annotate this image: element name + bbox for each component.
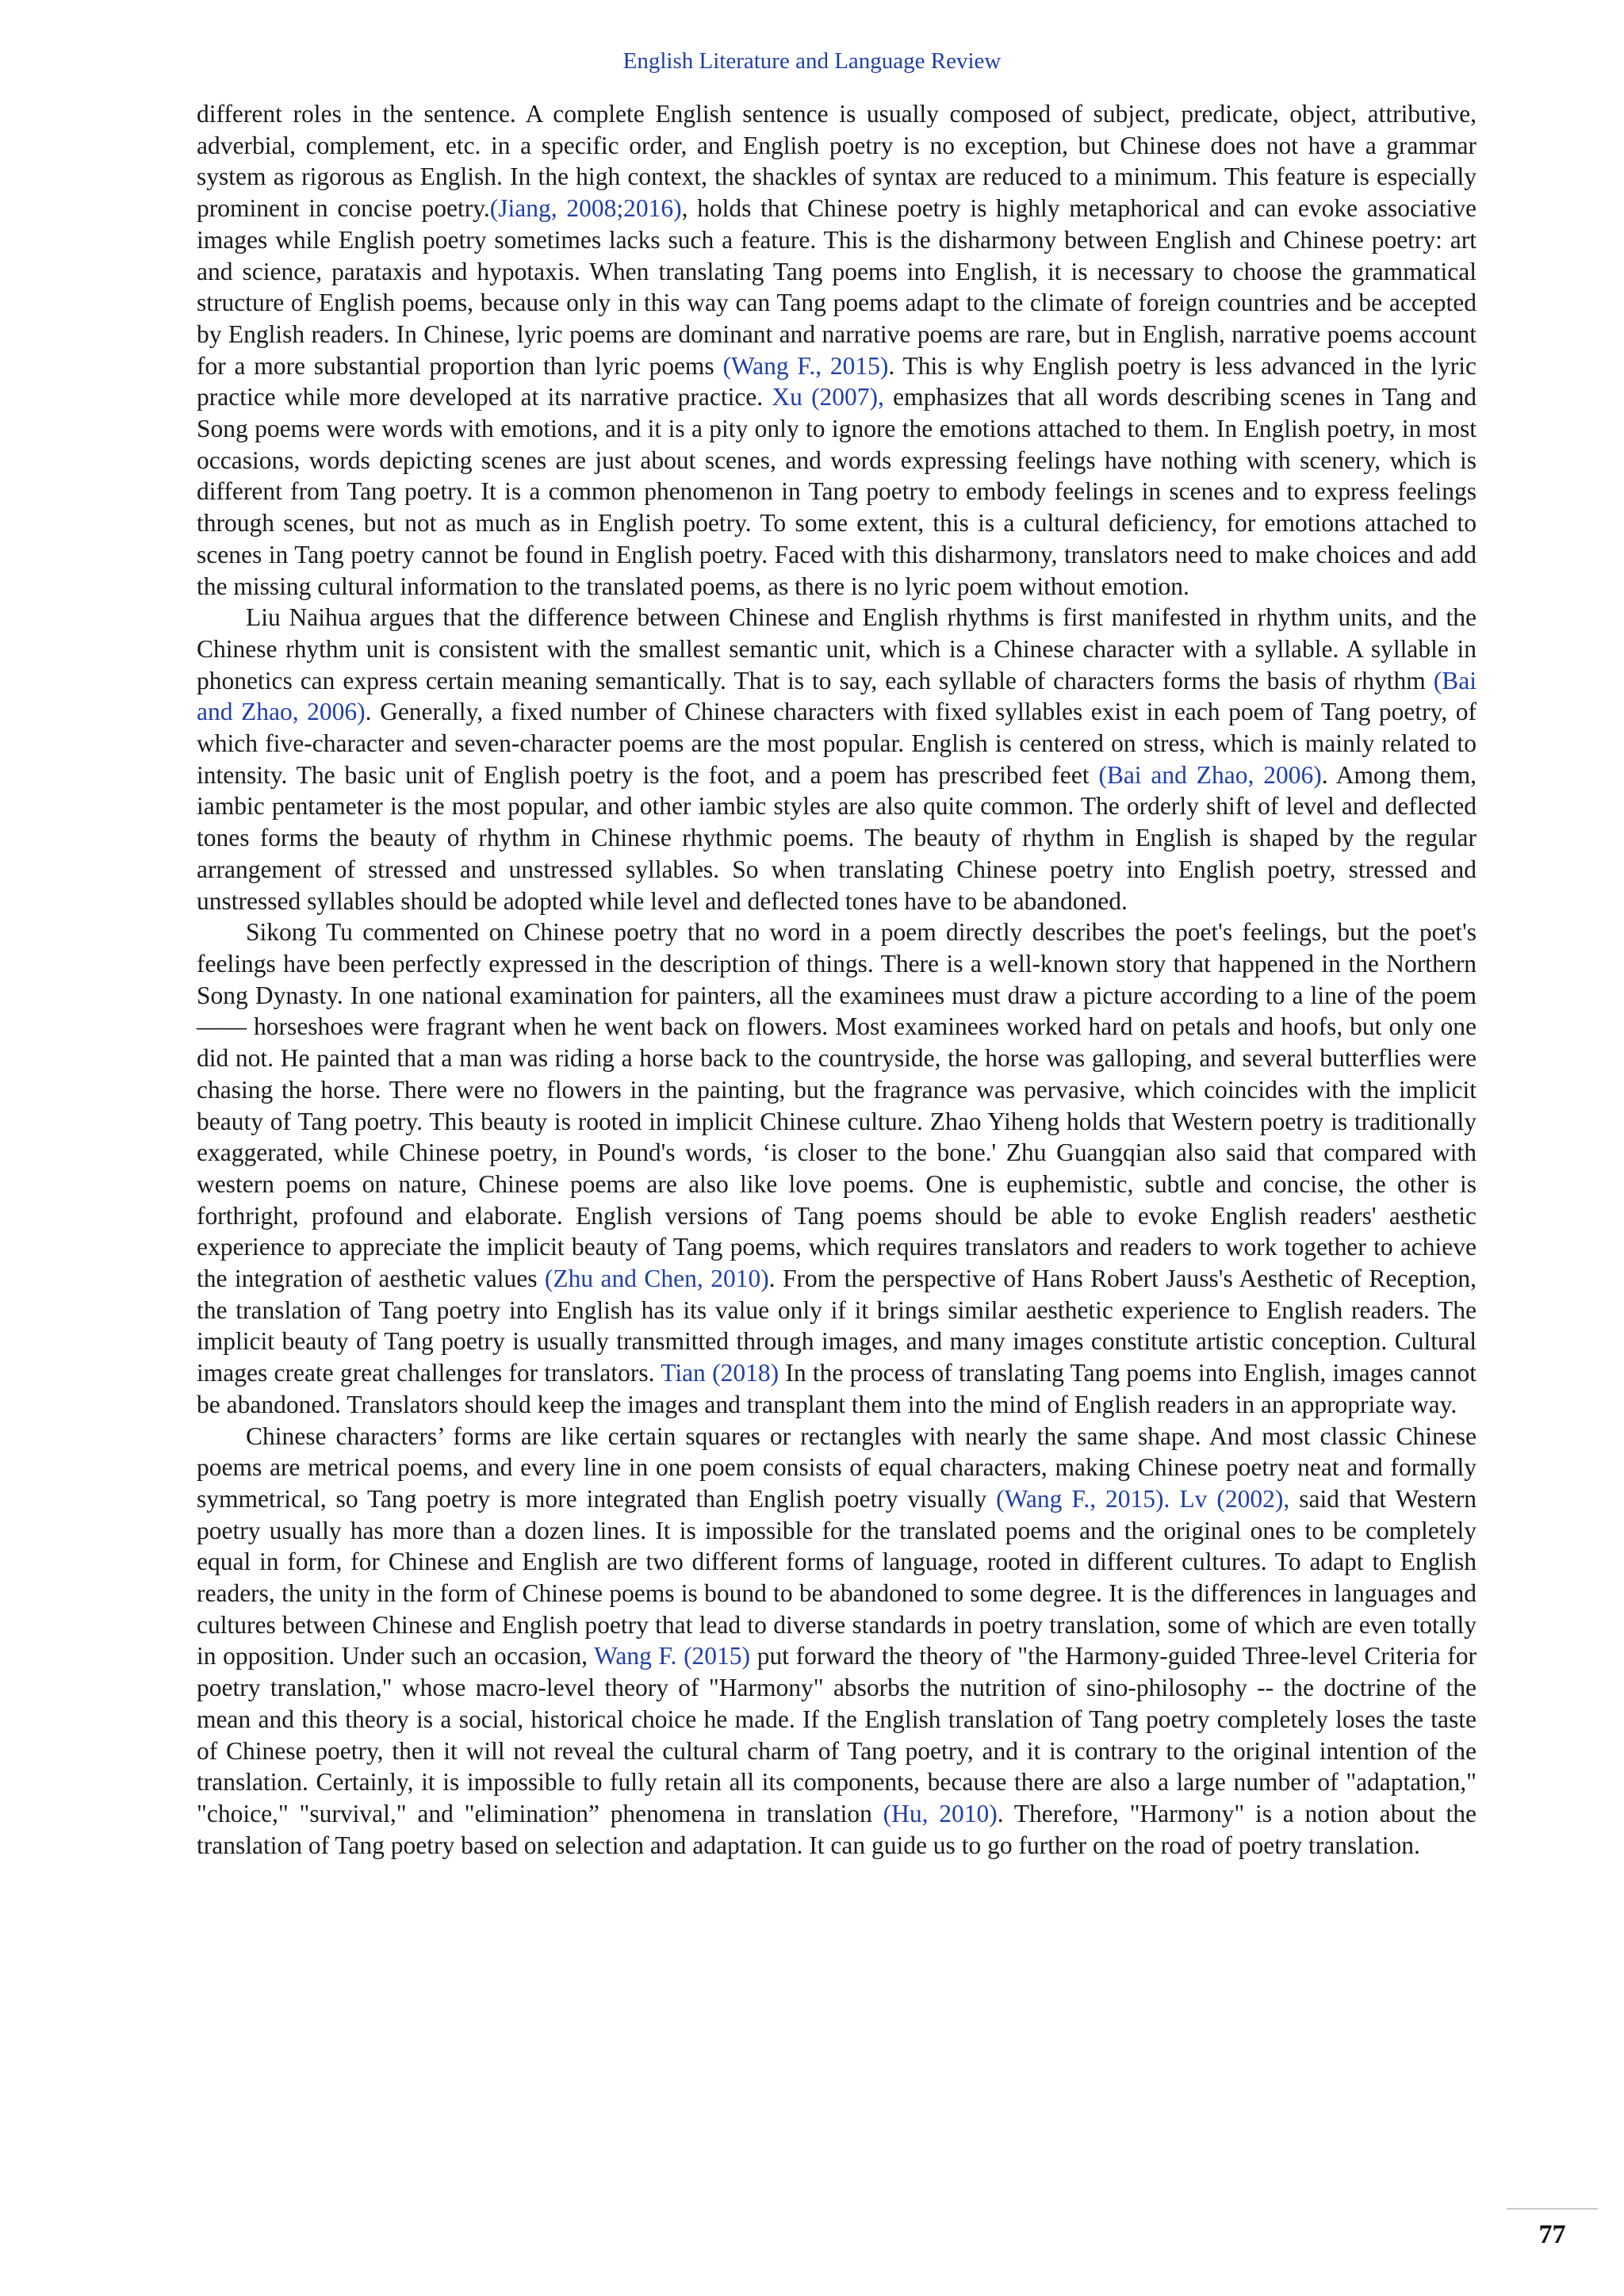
paragraph-text: put forward the theory of "the Harmony-guided Three-level Criteria for poetry translation," whose macro-level theory of "Harmony" absorbs the nutrition of sino-philosophy -- the doctrine of the mean and this theory is a social, historical choice he made. If the English translation of Tang poetry completely loses the taste of Chinese poetry, then it will not reveal the cultural charm of Tang poetry, and it is contrary to the original intention of the translation. Certainly, it is impossible to fully retain all its components, because there are also a large number of "adaptation," "choice," "survival," and "elimination” phenomena in translation	[197, 1642, 1477, 1827]
paragraph-3	[197, 916, 1477, 1420]
paragraph-text: emphasizes that all words describing scenes in Tang and Song poems were words with emotions, and it is a pity only to ignore the emotions attached to them. In English poetry, in most occasions, words depicting scenes are just about scenes, and words expressing feelings have nothing with scenery, which is different from Tang poetry. It is a common phenomenon in Tang poetry to embody feelings in scenes and to express feelings through scenes, but not as much as in English poetry. To some extent, this is a cultural deficiency, for emotions attached to scenes in Tang poetry cannot be found in English poetry. Faced with this disharmony, translators need to make choices and add the missing cultural information to the translated poems, as there is no lyric poem without emotion.	[197, 383, 1477, 600]
citation-link: (Wang F., 2015). Lv (2002),	[996, 1484, 1290, 1513]
paragraph-text: Chinese characters’ forms are like certain squares or rectangles with nearly the same shape. And most classic Chinese poems are metrical poems, and every line in one poem consists of equal characters, making Chinese poetry neat and formally symmetrical, so Tang poetry is more integrated than English poetry visually	[197, 1422, 1477, 1513]
citation-link: (Wang F., 2015)	[722, 351, 889, 380]
footer-rule	[1507, 2208, 1598, 2210]
citation-link: Tian (2018)	[661, 1359, 779, 1387]
citation-link: (Bai and Zhao, 2006)	[197, 666, 1477, 726]
citation-link: (Bai and Zhao, 2006)	[1098, 760, 1322, 789]
paragraph-2	[197, 602, 1477, 916]
paragraph-text: said that Western poetry usually has more than a dozen lines. It is impossible for the translated poems and the original ones to be completely equal in form, for Chinese and English are two different forms of language, rooted in different cultures. To adapt to English readers, the unity in the form of Chinese poems is bound to be abandoned to some degree. It is the differences in languages and cultures between Chinese and English poetry that lead to diverse standards in poetry translation, some of which are even totally in opposition. Under such an occasion,	[197, 1484, 1477, 1670]
paragraph-4	[197, 1421, 1477, 1862]
article-body	[197, 98, 1477, 1861]
paragraph-text: different roles in the sentence. A complete English sentence is usually composed of subject, predicate, object, attributive, adverbial, complement, etc. in a specific order, and English poetry is no exception, but Chinese does not have a grammar system as rigorous as English. In the high context, the shackles of syntax are reduced to a minimum. This feature is especially prominent in concise poetry.	[197, 100, 1477, 223]
citation-link: (Hu, 2010)	[883, 1799, 998, 1827]
page-number: 77	[1538, 2220, 1566, 2249]
paragraph-1	[197, 98, 1477, 602]
paragraph-text: Liu Naihua argues that the difference between Chinese and English rhythms is first manifested in rhythm units, and the Chinese rhythm unit is consistent with the smallest semantic unit, which is a Chinese character with a syllable. A syllable in phonetics can express certain meaning semantically. That is to say, each syllable of characters forms the basis of rhythm	[197, 603, 1477, 695]
paragraph-text: . Therefore, "Harmony" is a notion about the translation of Tang poetry based on selection and adaptation. It can guide us to go further on the road of poetry translation.	[197, 1799, 1477, 1859]
citation-link: (Zhu and Chen, 2010)	[544, 1265, 769, 1293]
paragraph-text: . This is why English poetry is less advanced in the lyric practice while more developed at its narrative practice.	[197, 351, 1477, 411]
citation-link: (Jiang, 2008;2016)	[489, 194, 682, 223]
paragraph-text: . Generally, a fixed number of Chinese characters with fixed syllables exist in each poem of Tang poetry, of which five-character and seven-character poems are the most popular. English is centered on stress, which is mainly related to intensity. The basic unit of English poetry is the foot, and a poem has prescribed feet	[197, 698, 1477, 789]
paragraph-text: . Among them, iambic pentameter is the most popular, and other iambic styles are also quite common. The orderly shift of level and deflected tones forms the beauty of rhythm in Chinese rhythmic poems. The beauty of rhythm in English is shaped by the regular arrangement of stressed and unstressed syllables. So when translating Chinese poetry into English poetry, stressed and unstressed syllables should be adopted while level and deflected tones have to be abandoned.	[197, 760, 1477, 915]
running-header: English Literature and Language Review	[622, 48, 1002, 74]
paragraph-text: Sikong Tu commented on Chinese poetry that no word in a poem directly describes the poet's feelings, but the poet's feelings have been perfectly expressed in the description of things. There is a well-known story that happened in the Northern Song Dynasty. In one national examination for painters, all the examinees must draw a picture according to a line of the poem—— horseshoes were fragrant when he went back on flowers. Most examinees worked hard on petals and hoofs, but only one did not. He painted that a man was riding a horse back to the countryside, the horse was galloping, and several butterflies were chasing the horse. There were no flowers in the painting, but the fragrance was pervasive, which coincides with the implicit beauty of Tang poetry. This beauty is rooted in implicit Chinese culture. Zhao Yiheng holds that Western poetry is traditionally exaggerated, while Chinese poetry, in Pound's words, ‘is closer to the bone.' Zhu Guangqian also said that compared with western poems on nature, Chinese poems are also like love poems. One is euphemistic, subtle and concise, the other is forthright, profound and elaborate. English versions of Tang poems should be able to evoke English readers' aesthetic experience to appreciate the implicit beauty of Tang poems, which requires translators and readers to work together to achieve the integration of aesthetic values	[197, 918, 1477, 1293]
citation-link: Wang F. (2015)	[594, 1642, 751, 1670]
paragraph-text: , holds that Chinese poetry is highly metaphorical and can evoke associative images while English poetry sometimes lacks such a feature. This is the disharmony between English and Chinese poetry: art and science, parataxis and hypotaxis. When translating Tang poems into English, it is necessary to choose the grammatical structure of English poems, because only in this way can Tang poems adapt to the climate of foreign countries and be accepted by English readers. In Chinese, lyric poems are dominant and narrative poems are rare, but in English, narrative poems account for a more substantial proportion than lyric poems	[197, 194, 1477, 380]
paragraph-text: In the process of translating Tang poems into English, images cannot be abandoned. Translators should keep the images and transplant them into the mind of English readers in an appropriate way.	[197, 1359, 1477, 1418]
citation-link: Xu (2007),	[772, 383, 884, 411]
paragraph-text: . From the perspective of Hans Robert Jauss's Aesthetic of Reception, the translation of Tang poetry into English has its value only if it brings similar aesthetic experience to English readers. The implicit beauty of Tang poetry is usually transmitted through images, and many images constitute artistic conception. Cultural images create great challenges for translators.	[197, 1265, 1477, 1387]
